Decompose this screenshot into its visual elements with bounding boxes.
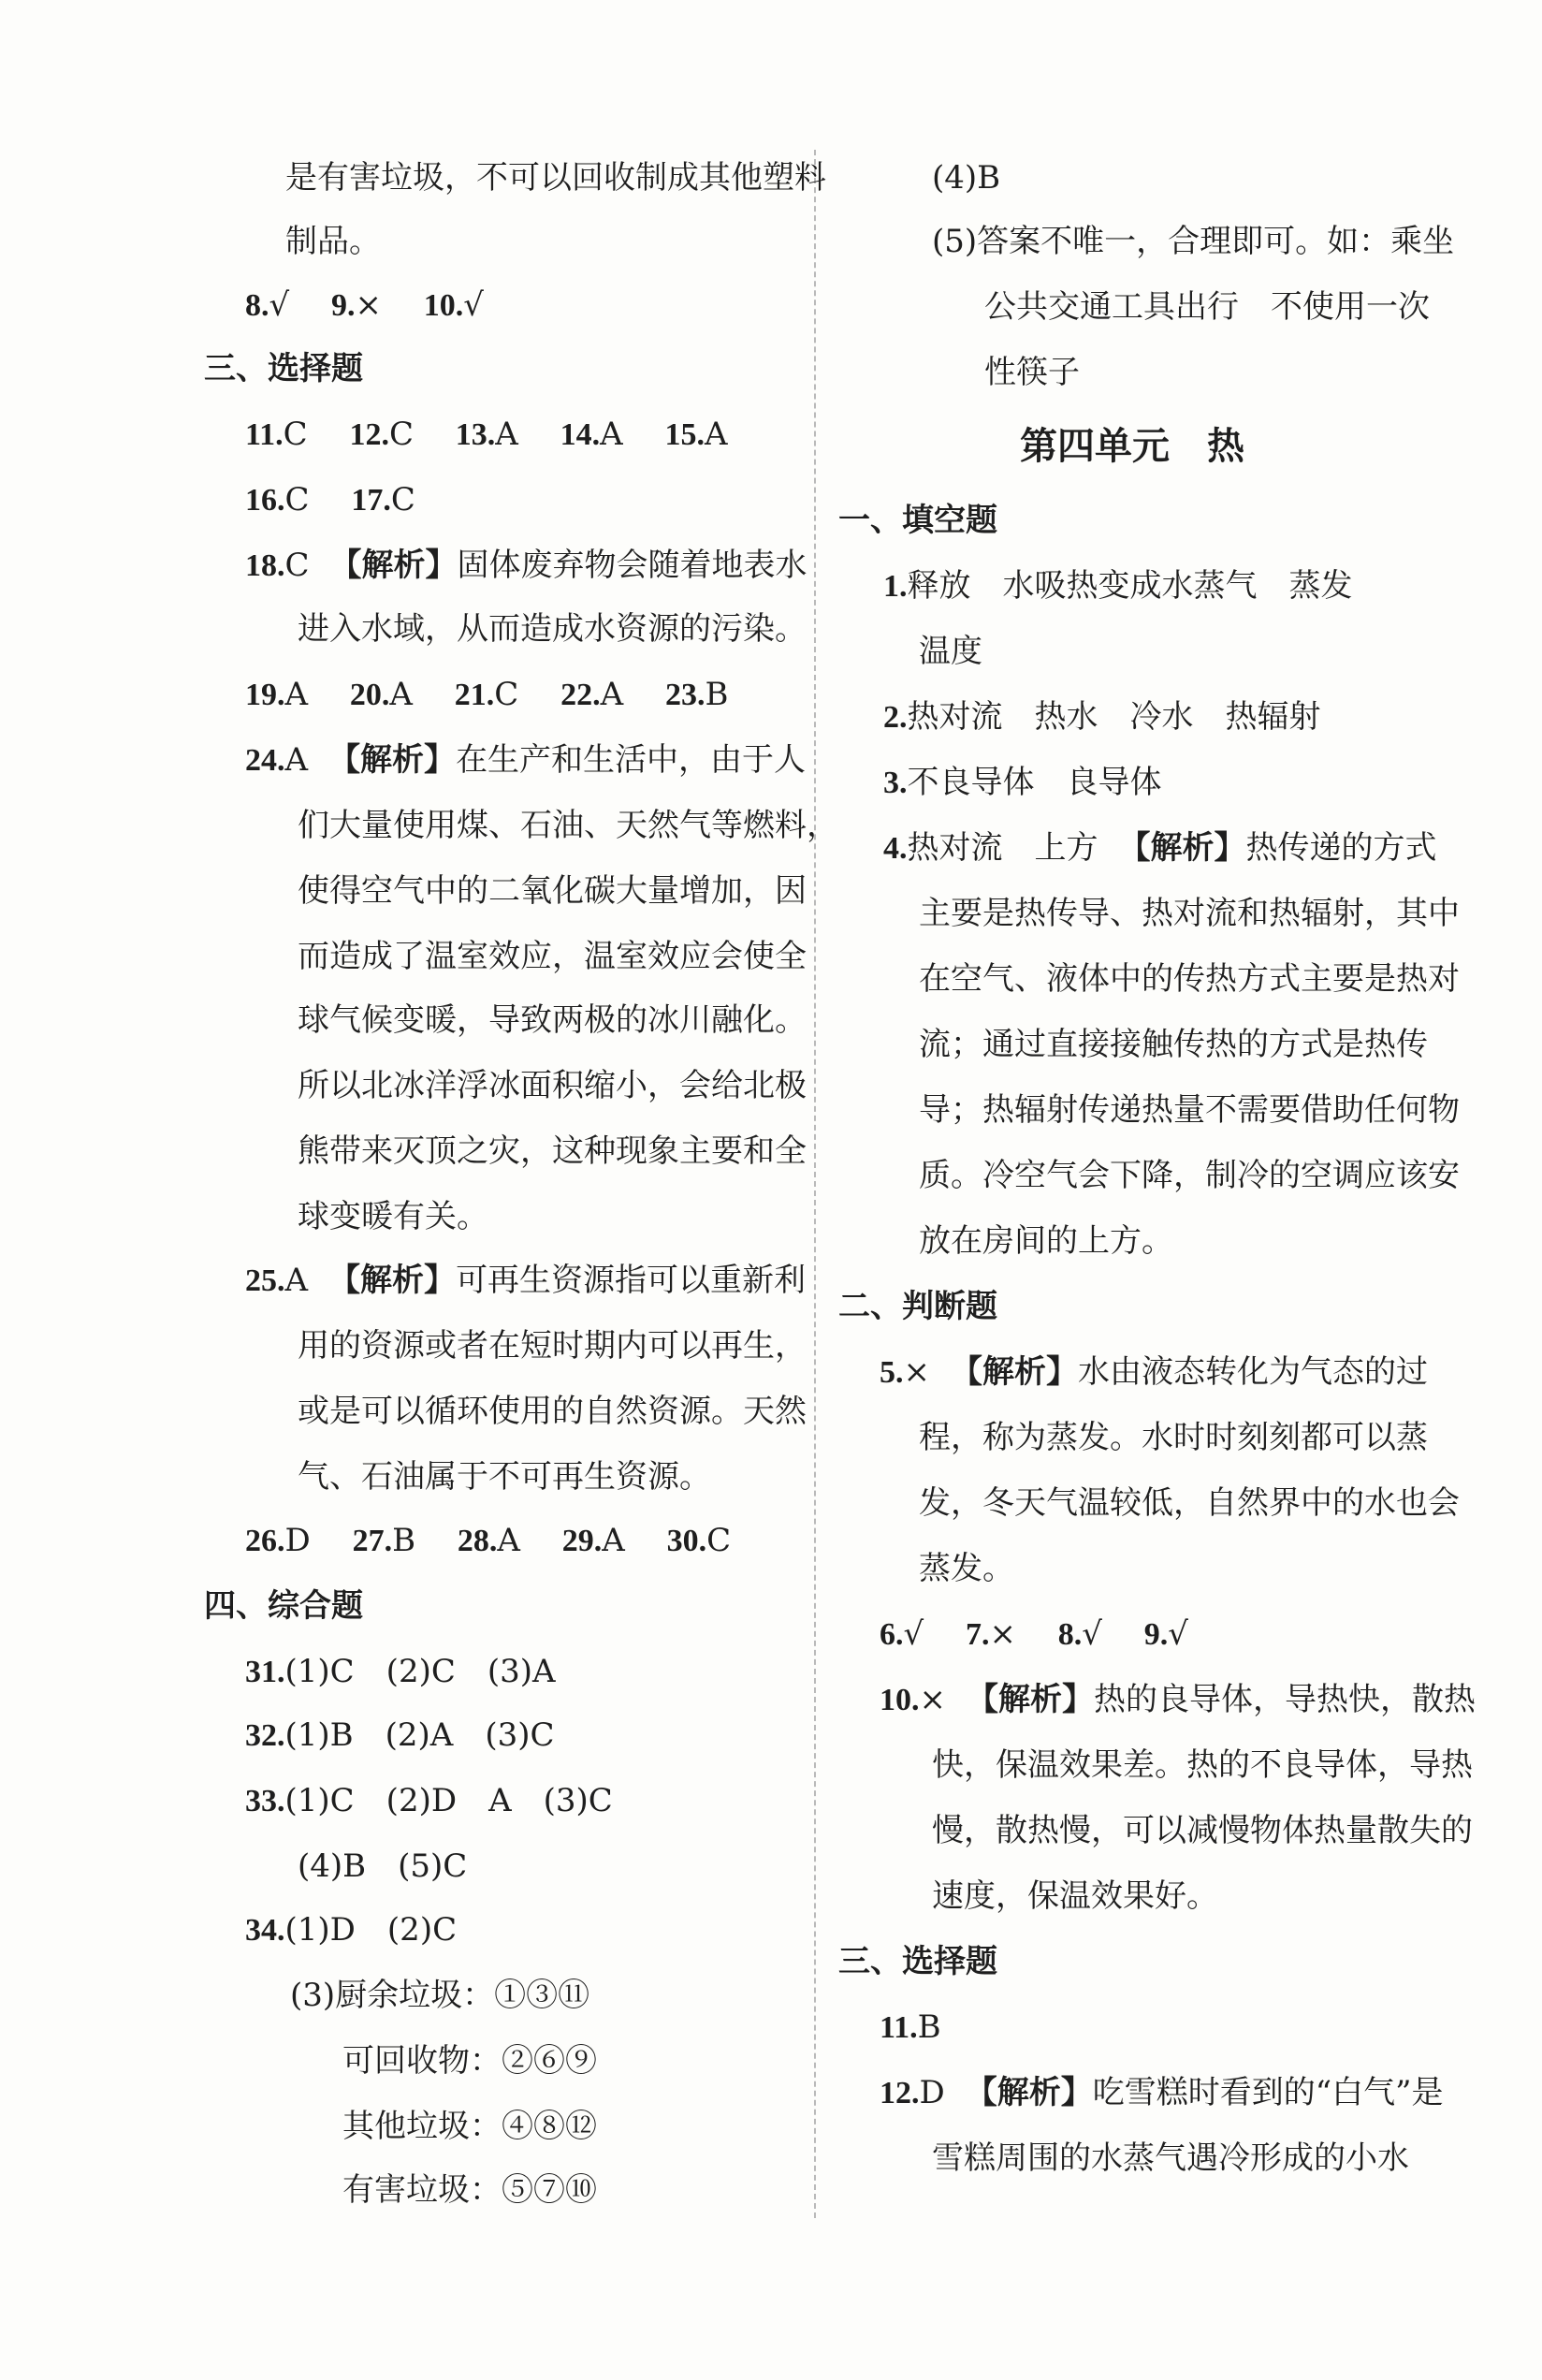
answer: × bbox=[355, 286, 382, 324]
answer-line: (4)B bbox=[932, 159, 1001, 197]
answer: (1)D (2)C bbox=[284, 1911, 458, 1949]
answer-row bbox=[880, 2007, 941, 2049]
question-number: 7. bbox=[965, 1617, 990, 1652]
question-number: 33. bbox=[245, 1784, 285, 1818]
explanation-line: 主要是热传导、热对流和热辐射，其中 bbox=[919, 895, 1460, 932]
answer-line: 性筷子 bbox=[984, 354, 1080, 391]
explanation-line: 在空气、液体中的传热方式主要是热对 bbox=[919, 960, 1460, 998]
column-divider bbox=[814, 150, 816, 2218]
explanation-line: 们大量使用煤、石油、天然气等燃料， bbox=[298, 807, 838, 844]
explanation-line: 质。冷空气会下降，制冷的空调应该安 bbox=[919, 1157, 1460, 1194]
answer: √ bbox=[1082, 1615, 1102, 1653]
explanation-line: 发，冬天气温较低，自然界中的水也会 bbox=[919, 1484, 1460, 1522]
answer-row bbox=[245, 1909, 457, 1951]
answer: 不良导体 良导体 bbox=[907, 764, 1162, 801]
explanation-line: 气、石油属于不可再生资源。 bbox=[298, 1458, 711, 1496]
explanation-line: 进入水域，从而造成水资源的污染。 bbox=[298, 610, 807, 648]
answer-line: 其他垃圾：④⑧⑫ bbox=[342, 2108, 597, 2145]
question-number: 2. bbox=[883, 700, 908, 735]
explanation-line: 导；热辐射传递热量不需要借助任何物 bbox=[919, 1091, 1460, 1129]
question-number: 11. bbox=[880, 2010, 918, 2045]
answer: D bbox=[919, 2074, 945, 2111]
section-heading: 一、填空题 bbox=[838, 502, 997, 539]
question-number: 11. bbox=[245, 417, 284, 452]
answer-row bbox=[883, 827, 1437, 869]
question-number: 26. bbox=[245, 1524, 285, 1558]
question-number: 16. bbox=[245, 483, 285, 518]
question-number: 17. bbox=[351, 483, 391, 518]
answer-row bbox=[245, 479, 415, 521]
answer-row bbox=[883, 762, 1162, 804]
answer: C bbox=[390, 481, 415, 518]
analysis-tag: 【解析】 bbox=[328, 1262, 457, 1299]
answer-row bbox=[245, 285, 484, 327]
answer: B bbox=[705, 676, 729, 713]
question-number: 12. bbox=[349, 417, 389, 452]
answer: (1)C (2)C (3)A bbox=[284, 1653, 556, 1690]
unit-title: 第四单元 热 bbox=[1020, 425, 1244, 468]
section-heading: 四、综合题 bbox=[204, 1587, 363, 1625]
explanation-line: 所以北冰洋浮冰面积缩小，会给北极 bbox=[298, 1067, 807, 1104]
explanation-text: 可再生资源指可以重新利 bbox=[456, 1262, 807, 1299]
answer-row bbox=[245, 1780, 613, 1822]
explanation-line: 流；通过直接接触传热的方式是热传 bbox=[919, 1026, 1428, 1063]
question-number: 10. bbox=[880, 1683, 920, 1717]
explanation-line: 蒸发。 bbox=[919, 1550, 1014, 1587]
answer: A bbox=[497, 1522, 520, 1559]
explanation-line: 慢，散热慢，可以减慢物体热量散失的 bbox=[932, 1812, 1473, 1849]
explanation-line: 而造成了温室效应，温室效应会使全 bbox=[298, 938, 807, 975]
explanation-line: 用的资源或者在短时期内可以再生， bbox=[298, 1327, 807, 1365]
answer-row bbox=[880, 1679, 1476, 1721]
answer-row bbox=[880, 1351, 1428, 1394]
answer: C bbox=[284, 547, 310, 584]
question-number: 3. bbox=[883, 766, 908, 800]
question-number: 19. bbox=[245, 678, 285, 712]
answer-line: 温度 bbox=[919, 633, 982, 670]
answer: C bbox=[706, 1522, 732, 1559]
question-number: 13. bbox=[455, 417, 496, 452]
question-number: 5. bbox=[880, 1355, 904, 1390]
analysis-tag: 【解析】 bbox=[328, 741, 457, 779]
explanation-text: 固体废弃物会随着地表水 bbox=[457, 547, 807, 584]
answer-row bbox=[245, 545, 807, 587]
analysis-tag: 【解析】 bbox=[329, 547, 458, 584]
analysis-tag: 【解析】 bbox=[965, 2074, 1093, 2111]
answer: √ bbox=[903, 1615, 924, 1653]
text-line: 是有害垃圾，不可以回收制成其他塑料 bbox=[285, 159, 826, 197]
explanation-line: 使得空气中的二氧化碳大量增加，因 bbox=[298, 872, 807, 910]
answer: (1)C (2)D A (3)C bbox=[284, 1782, 613, 1819]
answer: A bbox=[284, 1262, 309, 1299]
section-heading: 二、判断题 bbox=[838, 1288, 997, 1325]
answer: A bbox=[495, 416, 518, 453]
explanation-line: 程，称为蒸发。水时时刻刻都可以蒸 bbox=[919, 1419, 1428, 1456]
answer: A bbox=[284, 741, 309, 779]
answer: C bbox=[388, 416, 414, 453]
explanation-text: 水由液态转化为气态的过 bbox=[1078, 1353, 1428, 1391]
answer: 释放 水吸热变成水蒸气 蒸发 bbox=[907, 567, 1353, 605]
question-number: 12. bbox=[880, 2076, 920, 2110]
answer-row bbox=[880, 1613, 1188, 1656]
answer: √ bbox=[463, 286, 484, 324]
answer-row bbox=[245, 1651, 556, 1693]
answer-row bbox=[883, 565, 1353, 607]
question-number: 14. bbox=[560, 417, 601, 452]
answer: × bbox=[903, 1353, 930, 1391]
answer-row bbox=[245, 674, 728, 716]
explanation-text: 热传递的方式 bbox=[1245, 829, 1437, 867]
answer: × bbox=[919, 1681, 946, 1718]
question-number: 25. bbox=[245, 1263, 285, 1298]
question-number: 4. bbox=[883, 831, 908, 866]
question-number: 22. bbox=[560, 678, 601, 712]
section-heading: 三、选择题 bbox=[204, 350, 363, 387]
answer-line: 公共交通工具出行 不使用一次 bbox=[984, 288, 1430, 326]
answer: B bbox=[392, 1522, 416, 1559]
analysis-tag: 【解析】 bbox=[1118, 829, 1246, 867]
explanation-text: 在生产和生活中，由于人 bbox=[456, 741, 807, 779]
section-heading: 三、选择题 bbox=[838, 1943, 997, 1980]
explanation-line: 速度，保温效果好。 bbox=[932, 1877, 1218, 1915]
question-number: 31. bbox=[245, 1655, 285, 1689]
question-number: 6. bbox=[880, 1617, 904, 1652]
question-number: 32. bbox=[245, 1718, 285, 1753]
question-number: 9. bbox=[1143, 1617, 1169, 1652]
answer-row bbox=[245, 414, 728, 456]
answer-row bbox=[245, 739, 806, 781]
answer: A bbox=[389, 676, 413, 713]
answer-line: 可回收物：②⑥⑨ bbox=[342, 2042, 597, 2080]
explanation-text: 热的良导体，导热快，散热 bbox=[1094, 1681, 1476, 1718]
question-number: 15. bbox=[664, 417, 706, 452]
explanation-line: 快，保温效果差。热的不良导体，导热 bbox=[932, 1746, 1473, 1784]
question-number: 1. bbox=[883, 569, 908, 604]
answer: A bbox=[600, 416, 623, 453]
answer: A bbox=[705, 416, 728, 453]
answer-line: 有害垃圾：⑤⑦⑩ bbox=[342, 2171, 597, 2209]
question-number: 24. bbox=[245, 743, 285, 778]
answer-row bbox=[245, 1715, 555, 1757]
answer-row bbox=[880, 2072, 1444, 2114]
answer: √ bbox=[269, 286, 290, 324]
analysis-tag: 【解析】 bbox=[951, 1353, 1078, 1391]
question-number: 20. bbox=[349, 678, 390, 712]
explanation-line: 球变暖有关。 bbox=[298, 1198, 488, 1235]
question-number: 8. bbox=[1057, 1617, 1083, 1652]
question-number: 21. bbox=[454, 678, 495, 712]
question-number: 8. bbox=[245, 288, 269, 323]
question-number: 10. bbox=[423, 288, 464, 323]
answer: (1)B (2)A (3)C bbox=[284, 1716, 555, 1754]
question-number: 9. bbox=[330, 288, 356, 323]
answer: C bbox=[283, 416, 308, 453]
explanation-line: 或是可以循环使用的自然资源。天然 bbox=[298, 1393, 807, 1430]
answer-line: (4)B (5)C bbox=[298, 1847, 468, 1885]
answer-row bbox=[245, 1260, 806, 1302]
answer: A bbox=[600, 676, 624, 713]
question-number: 28. bbox=[457, 1524, 498, 1558]
analysis-tag: 【解析】 bbox=[967, 1681, 1094, 1718]
question-number: 27. bbox=[352, 1524, 393, 1558]
question-number: 29. bbox=[561, 1524, 603, 1558]
answer: 热对流 热水 冷水 热辐射 bbox=[907, 698, 1321, 736]
answer: √ bbox=[1168, 1615, 1188, 1653]
answer: B bbox=[917, 2008, 941, 2046]
text-line: 制品。 bbox=[285, 223, 381, 260]
answer-line: (5)答案不唯一，合理即可。如：乘坐 bbox=[932, 223, 1455, 260]
answer: A bbox=[602, 1522, 625, 1559]
answer: C bbox=[494, 676, 519, 713]
question-number: 23. bbox=[664, 678, 706, 712]
answer: 热对流 上方 bbox=[907, 829, 1098, 867]
answer-line: (3)厨余垃圾：①③⑪ bbox=[290, 1977, 590, 2014]
explanation-line: 熊带来灭顶之灾，这种现象主要和全 bbox=[298, 1132, 807, 1170]
answer: × bbox=[989, 1615, 1016, 1653]
explanation-text: 吃雪糕时看到的“白气”是 bbox=[1092, 2074, 1444, 2111]
explanation-line: 放在房间的上方。 bbox=[919, 1222, 1173, 1260]
explanation-line: 球气候变暖，导致两极的冰川融化。 bbox=[298, 1001, 807, 1039]
answer-row bbox=[245, 1520, 731, 1562]
answer: C bbox=[284, 481, 310, 518]
question-number: 34. bbox=[245, 1913, 285, 1948]
explanation-line: 雪糕周围的水蒸气遇冷形成的小水 bbox=[932, 2139, 1409, 2177]
answer-row bbox=[883, 696, 1321, 738]
question-number: 18. bbox=[245, 548, 285, 583]
question-number: 30. bbox=[666, 1524, 707, 1558]
answer: A bbox=[284, 676, 309, 713]
answer: D bbox=[284, 1522, 311, 1559]
